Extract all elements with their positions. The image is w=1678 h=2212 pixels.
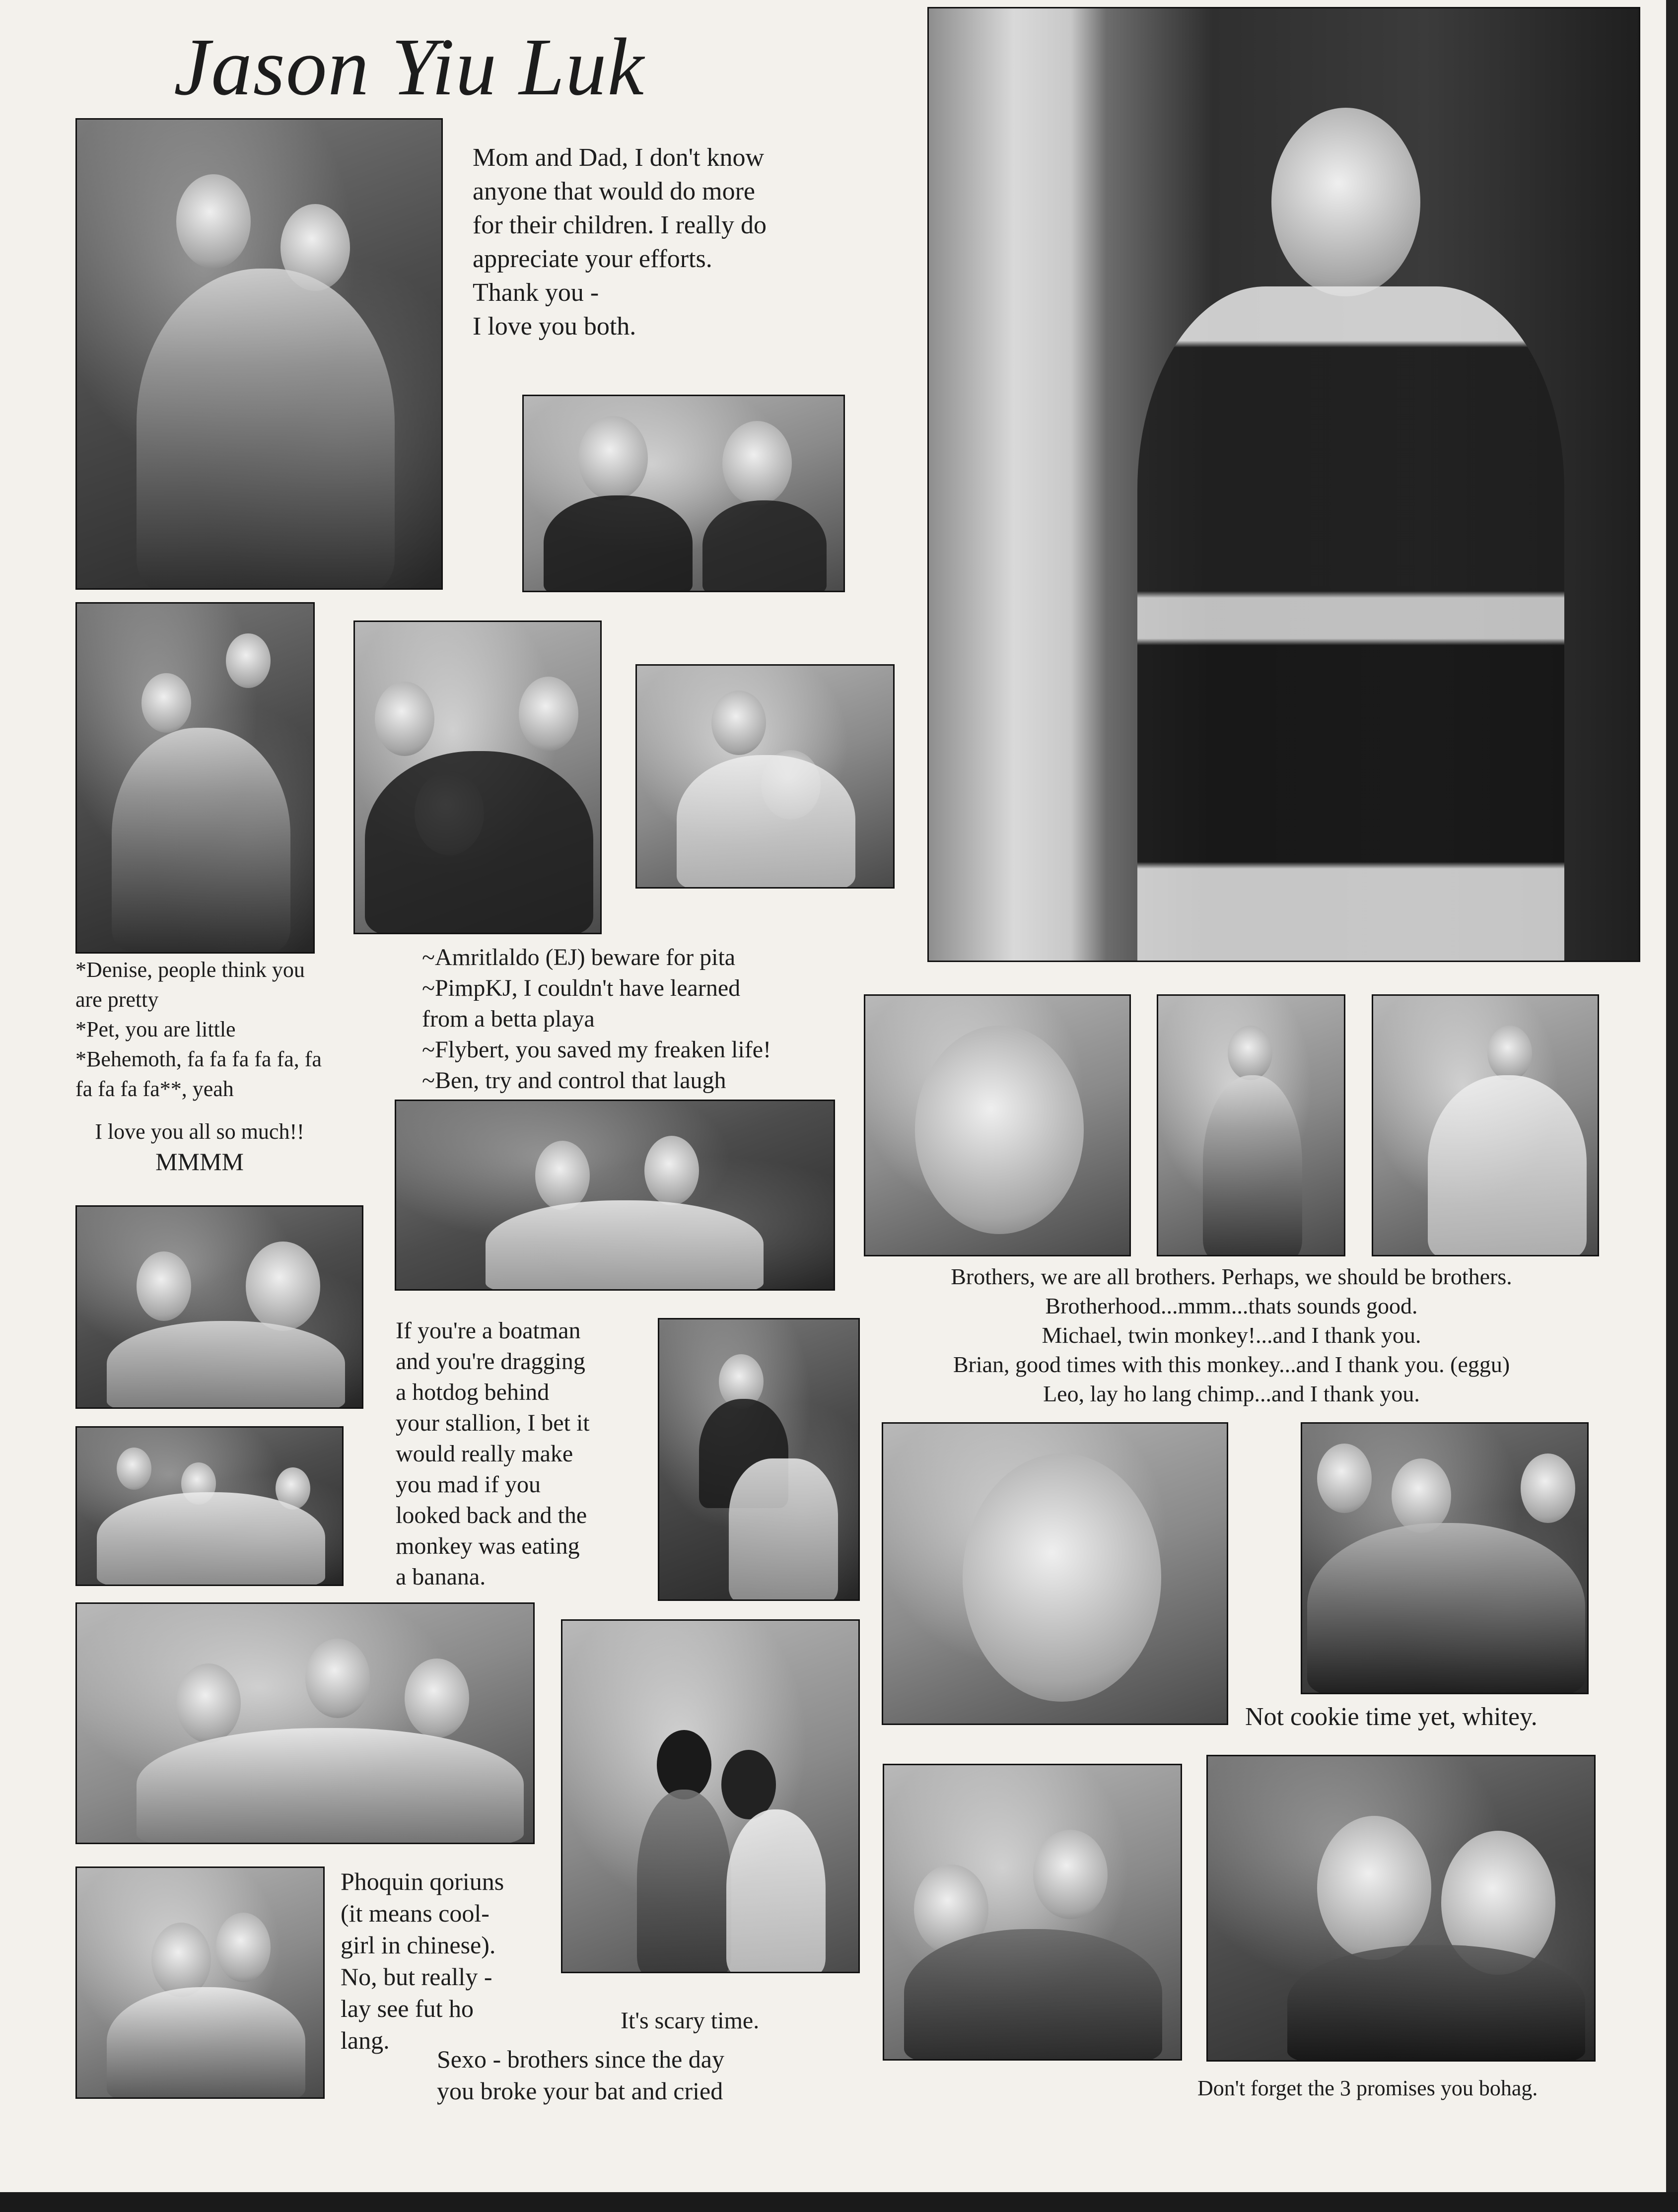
- grin-closeup-photo: [882, 1422, 1228, 1725]
- brother-hoodie-photo: [1372, 994, 1599, 1256]
- scary-caption: It's scary time.: [621, 2007, 760, 2034]
- friends-caption: ~Amritlaldo (EJ) beware for pita ~PimpKJ, I couldn't have learned from a betta playa ~Flybert, you saved my freaken life! ~Ben, try and control that laugh: [422, 944, 771, 1094]
- sisters-photo: [75, 602, 315, 954]
- girls-closeup-photo: [1206, 1755, 1596, 2062]
- formal-photo: [353, 621, 602, 934]
- boatman-caption: If you're a boatman and you're dragging a hotdog behind your stallion, I bet it would really make you mad if you looked back and the monkey was eating a banana.: [396, 1317, 590, 1590]
- cool-girl-photo: [75, 1866, 325, 2099]
- park-friends-photo: [75, 1602, 535, 1844]
- friends-room-photo: [75, 1426, 344, 1586]
- parents-caption: Mom and Dad, I don't know anyone that would do more for their children. I really do appreciate your efforts. Thank you - I love you both.: [473, 143, 767, 341]
- phoquin-caption: Phoquin qoriuns (it means cool- girl in chinese). No, but really - lay see fut ho lang.: [341, 1867, 504, 2054]
- brother-closeup-photo: [864, 994, 1131, 1256]
- carousel-horse-photo: [658, 1318, 860, 1601]
- sisters-caption: *Denise, people think you are pretty *Pet, you are little *Behemoth, fa fa fa fa fa, fa fa fa fa fa**, yeah: [75, 958, 322, 1101]
- peace-sign-photo: [395, 1100, 835, 1291]
- kids-bowtie-photo: [635, 664, 895, 889]
- brothers-caption: Brothers, we are all brothers. Perhaps, we should be brothers. Brotherhood...mmm...thats sounds good. Michael, twin monkey!...and I thank you. Brian, good times with this monkey...and I thank you. (eggu) Leo, lay ho lang chimp...and I thank you.: [951, 1264, 1512, 1406]
- kids-hug-photo: [883, 1764, 1182, 2061]
- page-edge-bottom: [0, 2192, 1678, 2212]
- three-friends-photo: [1301, 1422, 1589, 1694]
- friends-campus-photo: [75, 1205, 363, 1409]
- brother-vest-photo: [1157, 994, 1345, 1256]
- page-edge-right: [1666, 0, 1678, 2212]
- page-title: Jason Yiu Luk: [174, 21, 645, 112]
- halloween-photo: [561, 1619, 860, 1973]
- portrait-photo: [927, 7, 1640, 962]
- love-caption: I love you all so much!! MMMM: [95, 1119, 304, 1175]
- promises-caption: Don't forget the 3 promises you bohag.: [1197, 2076, 1538, 2100]
- prom-photo: [522, 395, 845, 592]
- sexo-caption: Sexo - brothers since the day you broke your bat and cried: [437, 2045, 725, 2105]
- parents-photo: [75, 118, 443, 590]
- cookie-caption: Not cookie time yet, whitey.: [1245, 1703, 1538, 1731]
